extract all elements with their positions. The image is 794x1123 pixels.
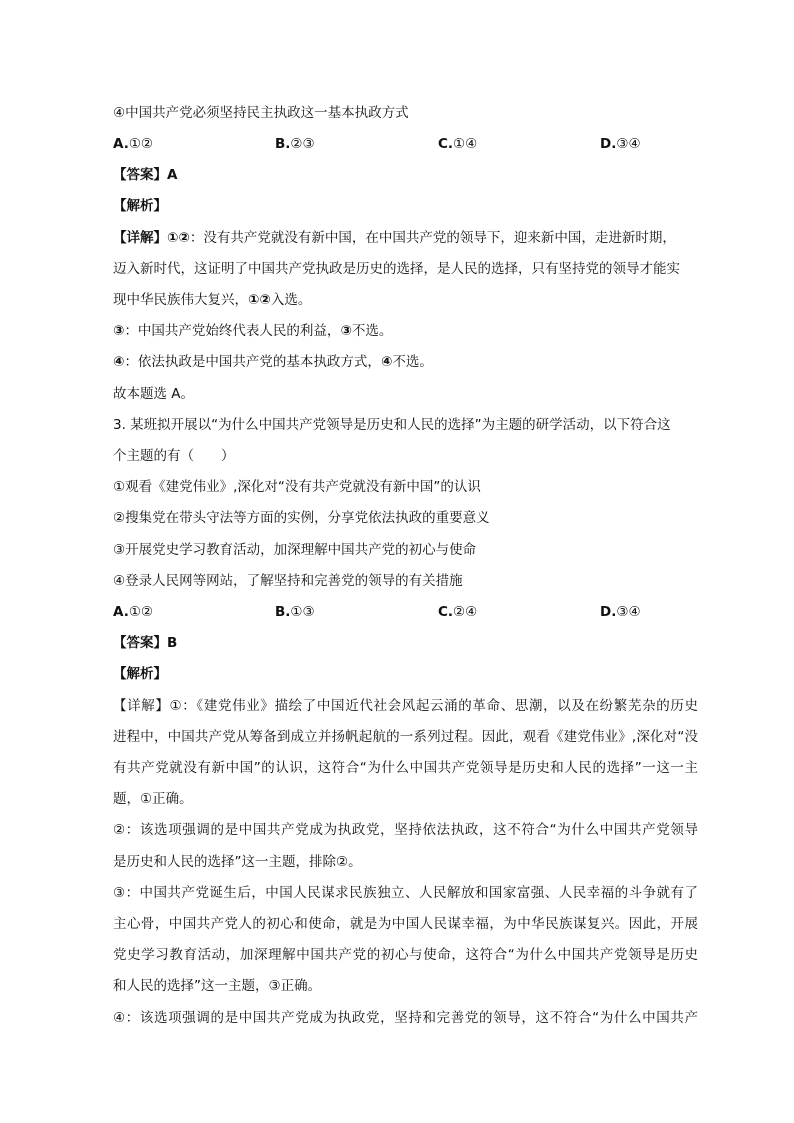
detail-line: 是历史和人民的选择”这一主题，排除②。 — [113, 854, 362, 870]
analysis-heading-q2: 【解析】 — [113, 198, 167, 214]
option-a: A.①② — [113, 604, 154, 620]
detail-line: 和人民的选择”这一主题，③正确。 — [113, 978, 322, 994]
statement-4: ④登录人民网等网站，了解坚持和完善党的领导的有关措施 — [113, 573, 463, 589]
conclusion-q2: 故本题选 A。 — [113, 386, 195, 402]
detail-line: 【详解】①②：没有共产党就没有新中国，在中国共产党的领导下，迎来新中国，走进新时期， — [113, 230, 676, 246]
answer-q3: 【答案】B — [113, 635, 178, 651]
detail-line: 迈入新时代，这证明了中国共产党执政是历史的选择，是人民的选择，只有坚持党的领导才能实 — [113, 261, 680, 277]
detail-point-4: ④：依法执政是中国共产党的基本执政方式，④不选。 — [113, 354, 433, 370]
analysis-heading-q3: 【解析】 — [113, 666, 167, 682]
statement-1: ①观看《建党伟业》,深化对“没有共产党就没有新中国”的认识 — [113, 479, 481, 495]
question-3-stem: 个主题的有（ ） — [113, 448, 235, 464]
question-3-stem: 3. 某班拟开展以“为什么中国共产党领导是历史和人民的选择”为主题的研学活动，以下符合这 — [113, 417, 671, 433]
statement-3: ③开展党史学习教育活动，加深理解中国共产党的初心与使命 — [113, 542, 477, 558]
detail-line: 进程中，中国共产党从筹备到成立并扬帆起航的一系列过程。因此，观看《建党伟业》,深化对“没 — [113, 729, 698, 745]
detail-point-3: ③：中国共产党始终代表人民的利益，③不选。 — [113, 323, 393, 339]
option-c: C.①④ — [438, 136, 478, 152]
detail-line: 主心骨，中国共产党人的初心和使命，就是为中国人民谋幸福，为中华民族谋复兴。因此，开展 — [113, 916, 698, 932]
detail-line: 有共产党就没有新中国”的认识，这符合“为什么中国共产党领导是历史和人民的选择”一这一主 — [113, 760, 698, 776]
detail-line: 党史学习教育活动，加深理解中国共产党的初心与使命，这符合“为什么中国共产党领导是历史 — [113, 947, 698, 963]
detail-line: ②：该选项强调的是中国共产党成为执政党，坚持依法执政，这不符合“为什么中国共产党领导 — [113, 822, 698, 838]
options-row-q2 — [113, 134, 698, 154]
detail-line: ④：该选项强调的是中国共产党成为执政党，坚持和完善党的领导，这不符合“为什么中国共产 — [113, 1010, 698, 1026]
option-d: D.③④ — [600, 136, 641, 152]
detail-line: 题，①正确。 — [113, 791, 193, 807]
answer-q2: 【答案】A — [113, 167, 178, 183]
detail-line: ③：中国共产党诞生后，中国人民谋求民族独立、人民解放和国家富强、人民幸福的斗争就有了 — [113, 885, 698, 901]
options-row-q3 — [113, 602, 698, 622]
statement-2: ②搜集党在带头守法等方面的实例，分享党依法执政的重要意义 — [113, 510, 490, 526]
option-b: B.②③ — [275, 136, 315, 152]
option-d: D.③④ — [600, 604, 641, 620]
detail-line: 【详解】①：《建党伟业》描绘了中国近代社会风起云涌的革命、思潮，以及在纷繁芜杂的历史 — [113, 698, 698, 714]
statement-4: ④中国共产党必须坚持民主执政这一基本执政方式 — [113, 105, 409, 121]
option-a: A.①② — [113, 136, 154, 152]
option-c: C.②④ — [438, 604, 478, 620]
option-b: B.①③ — [275, 604, 315, 620]
detail-line: 现中华民族伟大复兴，①②入选。 — [113, 292, 312, 308]
